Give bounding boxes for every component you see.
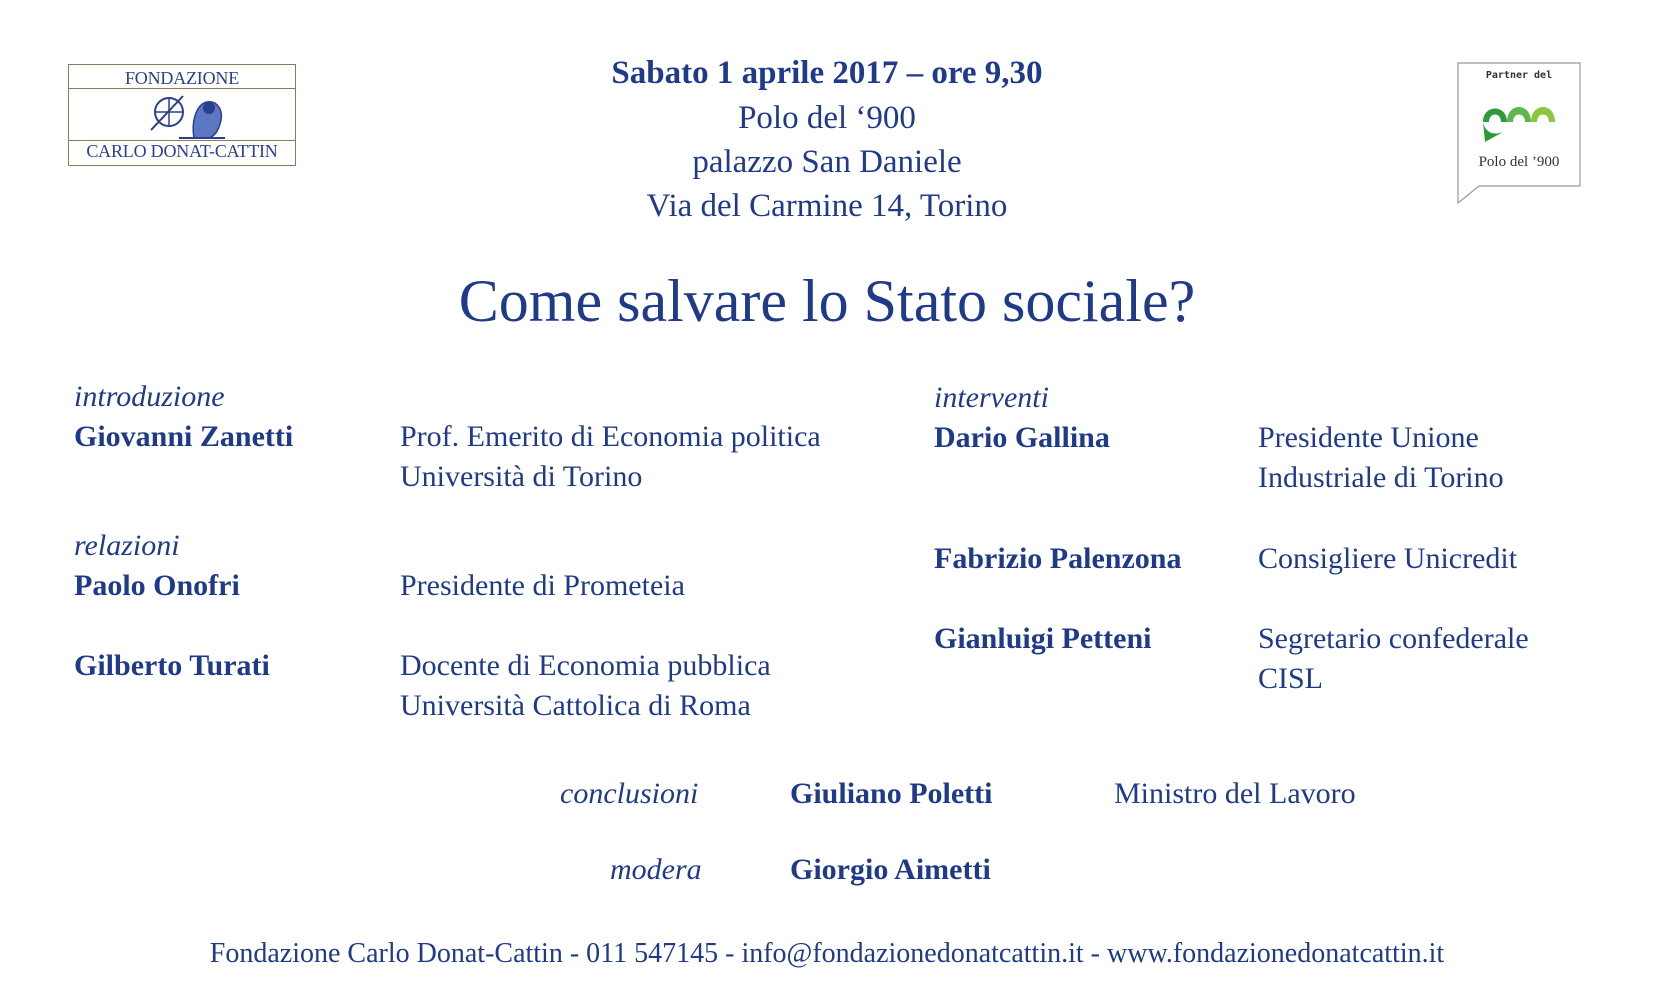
event-title: Come salvare lo Stato sociale? (458, 268, 1196, 334)
speaker-name: Gianluigi Petteni (934, 622, 1152, 655)
venue-line-1: Polo del ‘900 (738, 100, 916, 136)
speaker-role: Prof. Emerito di Economia politica Università di Torino (400, 420, 821, 493)
speaker-role: Ministro del Lavoro (1114, 777, 1356, 810)
logo-bottom-text: CARLO DONAT-CATTIN (86, 141, 278, 161)
speaker-role: Presidente di Prometeia (400, 569, 685, 602)
speaker-name: Paolo Onofri (74, 569, 240, 602)
section-modera: modera (610, 853, 702, 886)
speaker-role: Presidente Unione Industriale di Torino (1258, 421, 1504, 494)
speaker-role: Consigliere Unicredit (1258, 542, 1518, 575)
moderator-name: Giorgio Aimetti (790, 853, 991, 886)
venue-line-2: palazzo San Daniele (692, 144, 962, 180)
speaker-name: Fabrizio Palenzona (934, 542, 1182, 575)
section-interventi: interventi (934, 381, 1049, 414)
speaker-role: Docente di Economia pubblica Università Cattolica di Roma (400, 649, 771, 722)
section-introduzione: introduzione (74, 380, 225, 413)
speaker-role: Segretario confederale CISL (1258, 622, 1529, 695)
section-relazioni: relazioni (74, 529, 180, 562)
speaker-name: Giovanni Zanetti (74, 420, 294, 453)
speaker-name: Dario Gallina (934, 421, 1110, 454)
event-date: Sabato 1 aprile 2017 – ore 9,30 (611, 55, 1043, 91)
partner-label: Partner del (1485, 70, 1553, 81)
speaker-name: Gilberto Turati (74, 649, 270, 682)
speaker-name: Giuliano Poletti (790, 777, 993, 810)
footer-contacts: Fondazione Carlo Donat-Cattin - 011 547145 - info@fondazionedonatcattin.it - www.fondazionedonatcattin.it (209, 938, 1445, 969)
logo-top-text: FONDAZIONE (125, 68, 239, 88)
section-conclusioni: conclusioni (560, 777, 699, 810)
partner-name: Polo del ’900 (1478, 154, 1560, 170)
venue-line-3: Via del Carmine 14, Torino (646, 188, 1008, 224)
